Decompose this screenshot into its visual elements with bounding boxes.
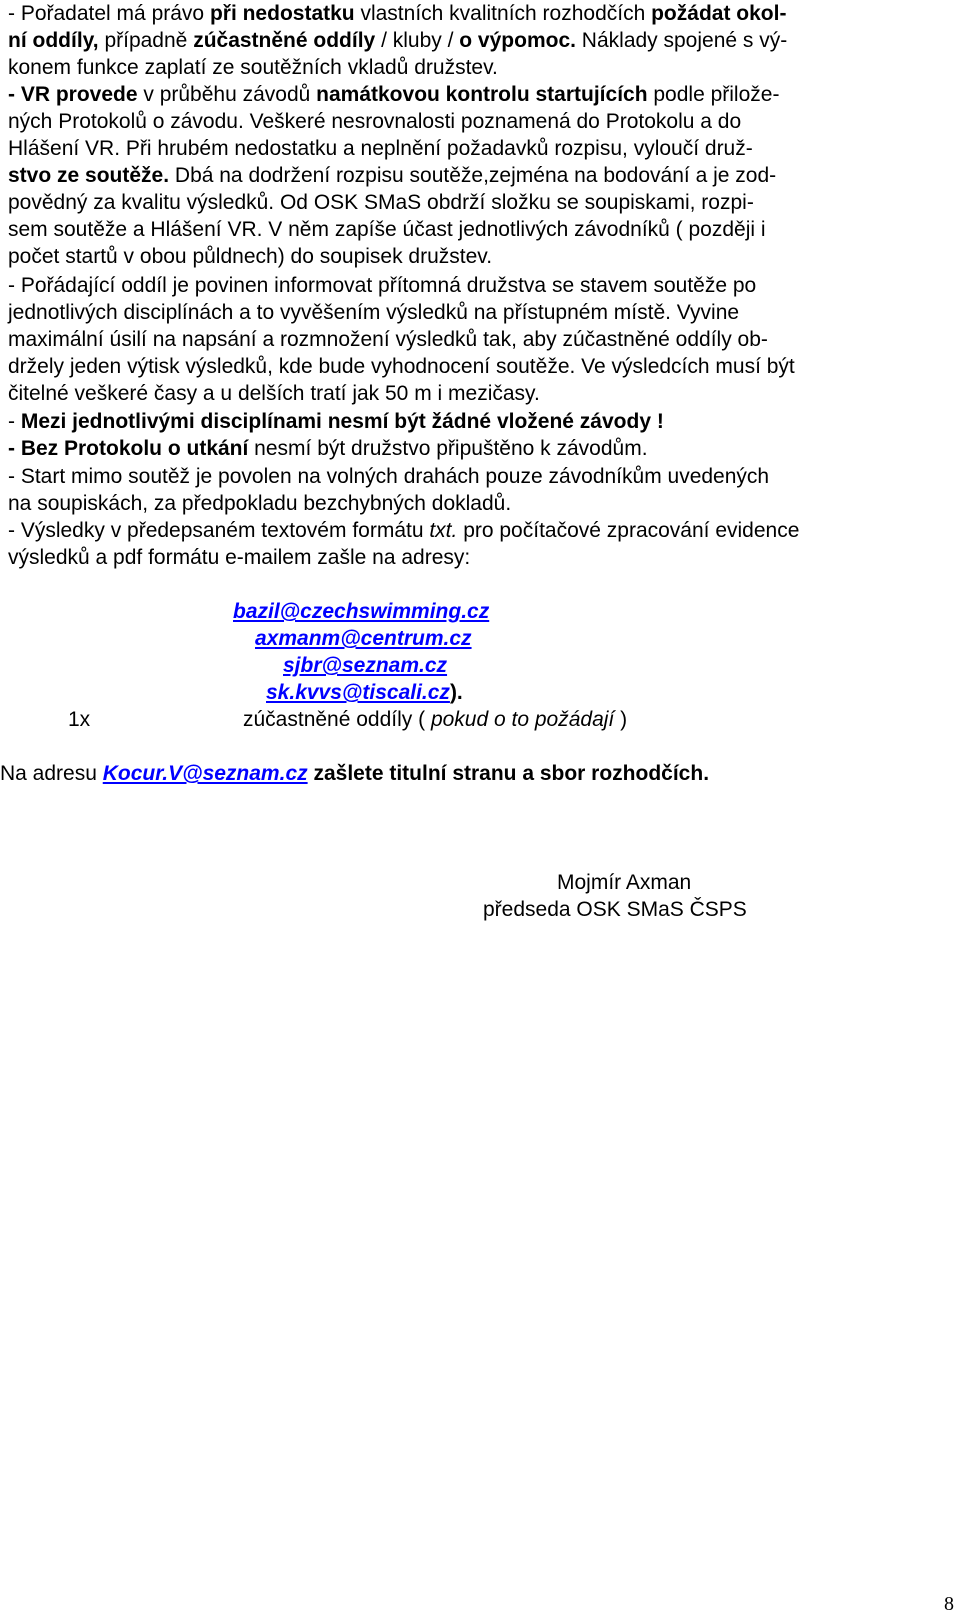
text-run: / kluby / bbox=[375, 29, 460, 52]
email-line bbox=[283, 652, 447, 679]
email-link[interactable]: sk.kvvs@tiscali.cz bbox=[266, 681, 450, 704]
email-line bbox=[255, 625, 472, 652]
text-run-bold: o výpomoc. bbox=[459, 29, 576, 52]
text-run: V něm zapíše účast jednotlivých závodníků ( později i bbox=[262, 218, 766, 241]
text-line bbox=[8, 81, 779, 108]
text-line: počet startů v obou půldnech) do soupisek družstev. bbox=[8, 245, 493, 268]
text-run: - Výsledky v předepsaném textovém formátu bbox=[8, 519, 430, 542]
text-line: výsledků a pdf formátu e-mailem zašle na adresy: bbox=[8, 546, 471, 569]
signature-name: Mojmír Axman bbox=[557, 871, 692, 894]
text-line bbox=[8, 27, 787, 54]
text-run: pro počítačové zpracování evidence bbox=[457, 519, 800, 542]
text-line bbox=[8, 435, 648, 462]
text-line: na soupiskách, za předpokladu bezchybných dokladů. bbox=[8, 492, 512, 515]
email-line bbox=[266, 679, 463, 706]
text-run: povědný za kvalitu výsledků. bbox=[8, 191, 275, 214]
text-line: konem funkce zaplatí ze soutěžních vkladů družstev. bbox=[8, 56, 498, 79]
email-link[interactable]: axmanm@centrum.cz bbox=[255, 627, 472, 650]
email-link[interactable]: Kocur.V@seznam.cz bbox=[102, 762, 308, 785]
text-line bbox=[8, 408, 664, 435]
text-run: nesmí být družstvo připuštěno k závodům. bbox=[248, 437, 648, 460]
text-run: Od OSK SMaS obdrží složku se soupiskami, rozpi- bbox=[274, 191, 754, 214]
text-run: Dbá na dodržení rozpisu soutěže,zejména na bodování a je zod- bbox=[169, 164, 777, 187]
text-run-bold: Mezi jednotlivými disciplínami nesmí být žádné vložené závody ! bbox=[20, 410, 664, 433]
text-run-bold: ní oddíly, bbox=[8, 29, 99, 52]
text-line: jednotlivých disciplínách a to vyvěšením výsledků na přístupném místě. Vyvine bbox=[8, 301, 740, 324]
text-run: případně bbox=[98, 29, 194, 52]
text-run: sem soutěže a Hlášení VR. bbox=[8, 218, 263, 241]
text-line bbox=[8, 0, 786, 27]
text-run-bold: - Bez Protokolu o utkání bbox=[8, 437, 249, 460]
text-run: vlastních kvalitních rozhodčích bbox=[354, 2, 652, 25]
text-line: - Start mimo soutěž je povolen na volných drahách pouze závodníkům uvedených bbox=[8, 465, 770, 488]
text-run-italic: txt. bbox=[429, 519, 458, 542]
text-run-bold: - VR provede bbox=[8, 83, 138, 106]
text-run-bold: zašlete titulní stranu a sbor rozhodčích. bbox=[307, 762, 710, 785]
text-run: zúčastněné oddíly ( bbox=[243, 708, 431, 731]
text-run: Na adresu bbox=[0, 762, 103, 785]
text-line: maximální úsilí na napsání a rozmnožení výsledků tak, aby zúčastněné oddíly ob- bbox=[8, 328, 768, 351]
text-line bbox=[8, 216, 766, 243]
email-link[interactable]: sjbr@seznam.cz bbox=[283, 654, 448, 677]
text-run-bold: požádat okol- bbox=[651, 2, 787, 25]
text-run: podle přilože- bbox=[647, 83, 780, 106]
text-line: ných Protokolů o závodu. Veškeré nesrovnalosti poznamená do Protokolu a do bbox=[8, 110, 742, 133]
text-line: Hlášení VR. Při hrubém nedostatku a neplnění požadavků rozpisu, vyloučí druž- bbox=[8, 137, 753, 160]
text-run: - Pořadatel má právo bbox=[8, 2, 210, 25]
email-link[interactable]: bazil@czechswimming.cz bbox=[233, 600, 490, 623]
text-line: - Pořádající oddíl je povinen informovat přítomná družstva se stavem soutěže po bbox=[8, 274, 757, 297]
text-line: držely jeden výtisk výsledků, kde bude vyhodnocení soutěže. Ve výsledcích musí být bbox=[8, 355, 795, 378]
text-run-bold: namátkovou kontrolu startujících bbox=[316, 83, 648, 106]
footer-line bbox=[0, 760, 709, 787]
text-run-bold: zúčastněné oddíly bbox=[193, 29, 376, 52]
text-run-bold: stvo ze soutěže. bbox=[8, 164, 170, 187]
text-run-italic: pokud o to požádají bbox=[430, 708, 615, 731]
email-line bbox=[233, 598, 489, 625]
text-run-bold: při nedostatku bbox=[209, 2, 355, 25]
text-line: čitelné veškeré časy a u delších tratí jak 50 m i mezičasy. bbox=[8, 382, 540, 405]
text-run: Náklady spojené s vý- bbox=[575, 29, 788, 52]
text-line bbox=[8, 189, 754, 216]
signature-title: předseda OSK SMaS ČSPS bbox=[483, 898, 747, 921]
copies-text bbox=[243, 706, 627, 733]
page-number: 8 bbox=[944, 1593, 954, 1615]
text-line bbox=[8, 162, 776, 189]
text-run: v průběhu závodů bbox=[137, 83, 317, 106]
text-line bbox=[8, 517, 799, 544]
copies-count: 1x bbox=[68, 708, 91, 731]
email-suffix: ). bbox=[449, 681, 463, 704]
text-run: ) bbox=[614, 708, 628, 731]
text-run: - bbox=[8, 410, 21, 433]
